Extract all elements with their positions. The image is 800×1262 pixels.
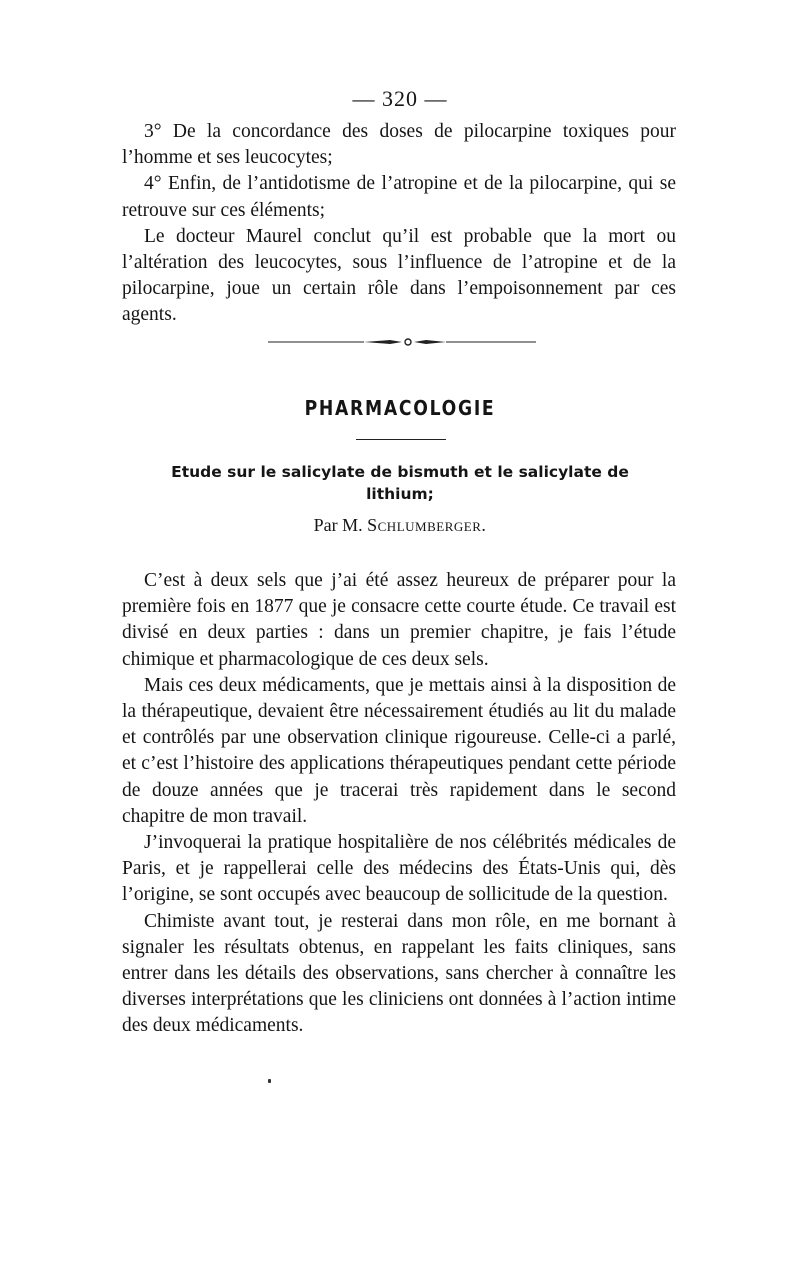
paragraph: Mais ces deux médicaments, que je mettais ainsi à la disposition de la thérapeutique, devaient être nécessairement étudiés au lit du malade et contrôlés par une observation clinique rigoureuse. Celle-ci a parlé, et c’est l’histoire des applications thérapeutiques pendant cette période de douze années que je tracerai très rapidement dans le second chapitre de mon travail. (122, 674, 676, 827)
article-body (122, 568, 676, 1040)
title-rule (356, 439, 446, 440)
paragraph: C’est à deux sels que j’ai été assez heureux de préparer pour la première fois en 1877 que je consacre cette courte étude. Ce travail est divisé en deux parties : dans un premier chapitre, je fais l’étude chimique et pharmacologique de ces deux sels. (122, 570, 676, 670)
paragraph: 4° Enfin, de l’antidotisme de l’atropine et de la pilocarpine, qui se retrouve sur ces éléments; (122, 173, 676, 221)
paragraph: 3° De la concordance des doses de pilocarpine toxiques pour l’homme et ses leucocytes; (122, 121, 676, 169)
intro-text (122, 119, 676, 329)
author-line (0, 515, 800, 536)
paragraph: J’invoquerai la pratique hospitalière de nos célébrités médicales de Paris, et je rappellerai celle des médecins des États-Unis qui, dès l’origine, se sont occupés avec beaucoup de sollicitude de la question. (122, 832, 676, 906)
page-number: — 320 — (352, 86, 448, 111)
ink-speck (268, 1079, 271, 1083)
section-title: PHARMACOLOGIE (304, 396, 496, 420)
paragraph: Le docteur Maurel conclut qu’il est probable que la mort ou l’altération des leucocytes, sous l’influence de l’atropine et de la pilocarpine, joue un certain rôle dans l’empoisonnement par ces agents. (122, 225, 676, 326)
paragraph: Chimiste avant tout, je resterai dans mon rôle, en me bornant à signaler les résultats obtenus, en rappelant les faits cliniques, sans entrer dans les détails des observations, sans chercher à connaître les diverses interprétations que les cliniciens ont données à l’action intime des deux médicaments. (122, 910, 676, 1037)
author-prefix: Par M. (313, 515, 363, 535)
author-name: Schlumberger. (367, 515, 487, 535)
section-divider-ornament (268, 335, 536, 349)
article-title: Etude sur le salicylate de bismuth et le salicylate de lithium; (171, 463, 629, 503)
